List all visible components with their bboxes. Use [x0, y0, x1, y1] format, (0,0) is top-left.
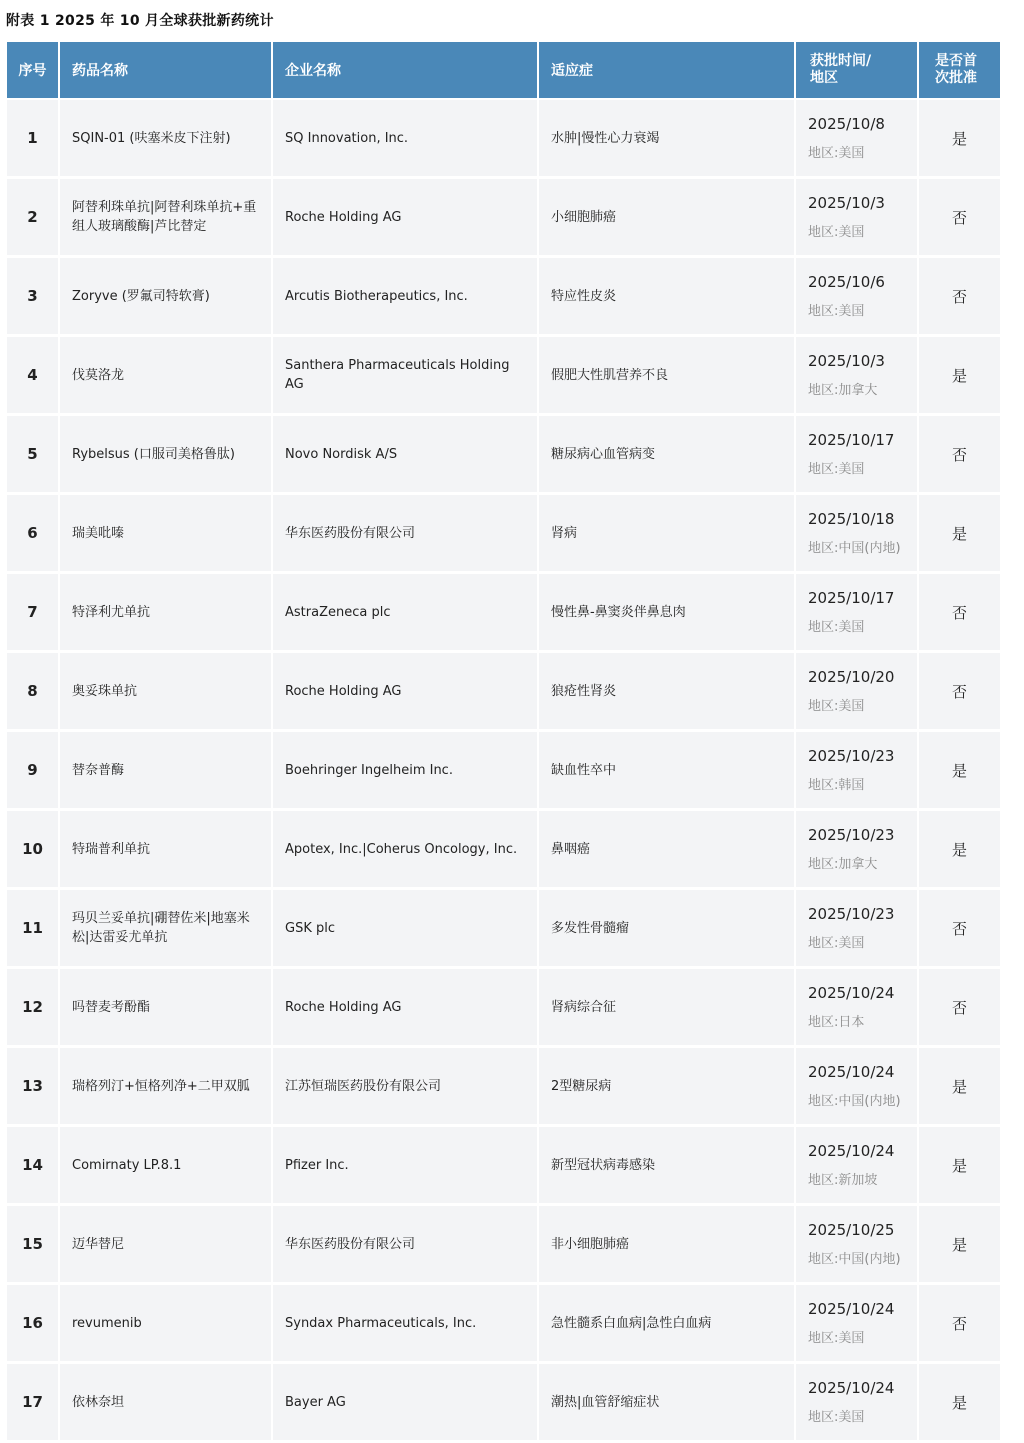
table-row	[7, 1127, 1011, 1203]
table-caption: 附表 1 2025 年 10 月全球获批新药统计	[6, 13, 274, 29]
table-row	[7, 574, 1011, 650]
first-approval-cell: 否	[919, 416, 1000, 492]
drug-name-cell	[60, 653, 271, 729]
drug-name: 瑞格列汀+恒格列净+二甲双胍	[72, 1078, 250, 1094]
approval-region: 地区:美国	[808, 1410, 865, 1425]
first-approval-cell: 是	[919, 1364, 1000, 1440]
row-number: 1	[7, 100, 58, 176]
table-row	[7, 969, 1011, 1045]
indication: 潮热|血管舒缩症状	[551, 1394, 660, 1410]
approval-date-cell	[796, 811, 917, 887]
approval-region: 地区:美国	[808, 620, 865, 635]
approval-region: 地区:日本	[808, 1015, 865, 1030]
drug-name-cell	[60, 416, 271, 492]
indication: 鼻咽癌	[551, 841, 591, 857]
drug-name: 吗替麦考酚酯	[72, 999, 151, 1015]
company-name: Boehringer Ingelheim Inc.	[285, 762, 453, 778]
table-body	[7, 100, 1011, 1440]
drug-name: 迈华替尼	[72, 1236, 125, 1252]
first-approval-cell: 否	[919, 179, 1000, 255]
header-first-line1: 是否首	[935, 53, 977, 69]
drug-name-cell	[60, 732, 271, 808]
company-name: GSK plc	[285, 920, 335, 936]
indication-cell	[539, 1048, 794, 1124]
table-row	[7, 1048, 1011, 1124]
approval-date: 2025/10/17	[808, 431, 895, 449]
first-approval-cell: 是	[919, 1048, 1000, 1124]
drug-name: 阿替利珠单抗|阿替利珠单抗+重组人玻璃酸酶|芦比替定	[72, 200, 257, 234]
drug-name: revumenib	[72, 1315, 142, 1331]
company-cell	[273, 1285, 537, 1361]
approval-date-cell	[796, 1127, 917, 1203]
drug-name: 奥妥珠单抗	[72, 683, 138, 699]
indication-cell	[539, 732, 794, 808]
approval-date: 2025/10/24	[808, 1142, 895, 1160]
row-number: 12	[7, 969, 58, 1045]
approval-date: 2025/10/20	[808, 668, 895, 686]
drug-name: 特泽利尤单抗	[72, 604, 151, 620]
company-name: Syndax Pharmaceuticals, Inc.	[285, 1315, 477, 1331]
approval-date: 2025/10/23	[808, 905, 895, 923]
indication: 狼疮性肾炎	[551, 683, 617, 699]
header-date-line1: 获批时间/	[810, 53, 872, 69]
approval-date-cell	[796, 969, 917, 1045]
company-name: Bayer AG	[285, 1394, 346, 1410]
row-number: 13	[7, 1048, 58, 1124]
company-cell	[273, 495, 537, 571]
company-cell	[273, 732, 537, 808]
first-approval-cell: 是	[919, 337, 1000, 413]
header-no: 序号	[7, 42, 58, 98]
indication-cell	[539, 574, 794, 650]
indication: 缺血性卒中	[551, 762, 617, 778]
company-name: Roche Holding AG	[285, 999, 402, 1015]
approval-date: 2025/10/6	[808, 273, 885, 291]
approval-date-cell	[796, 179, 917, 255]
indication: 糖尿病心血管病变	[551, 446, 656, 462]
table-row	[7, 179, 1011, 255]
approval-region: 地区:加拿大	[808, 383, 878, 398]
indication: 特应性皮炎	[551, 288, 617, 304]
indication-cell	[539, 416, 794, 492]
row-number: 10	[7, 811, 58, 887]
drug-name-cell	[60, 574, 271, 650]
header-company: 企业名称	[273, 42, 537, 98]
table-row	[7, 1206, 1011, 1282]
company-cell	[273, 653, 537, 729]
row-number: 17	[7, 1364, 58, 1440]
drug-name-cell	[60, 1127, 271, 1203]
indication-cell	[539, 258, 794, 334]
row-number: 5	[7, 416, 58, 492]
row-number: 11	[7, 890, 58, 966]
approval-date-cell	[796, 574, 917, 650]
first-approval-cell: 否	[919, 1285, 1000, 1361]
drug-name-cell	[60, 495, 271, 571]
drug-name: Comirnaty LP.8.1	[72, 1157, 182, 1173]
drug-name: SQIN-01 (呋塞米皮下注射)	[72, 130, 231, 146]
approval-date-cell	[796, 416, 917, 492]
table-row	[7, 1285, 1011, 1361]
approval-date: 2025/10/17	[808, 589, 895, 607]
first-approval-cell: 是	[919, 732, 1000, 808]
first-approval-cell: 是	[919, 1206, 1000, 1282]
table-row	[7, 100, 1011, 176]
indication: 水肿|慢性心力衰竭	[551, 130, 660, 146]
indication-cell	[539, 100, 794, 176]
first-approval-cell: 否	[919, 258, 1000, 334]
header-first-approval	[919, 42, 1000, 98]
indication: 肾病	[551, 525, 578, 541]
company-name: 江苏恒瑞医药股份有限公司	[285, 1078, 442, 1094]
drug-approval-table	[7, 42, 1011, 1443]
drug-name-cell	[60, 890, 271, 966]
company-name: Arcutis Biotherapeutics, Inc.	[285, 288, 468, 304]
approval-region: 地区:美国	[808, 146, 865, 161]
drug-name: Zoryve (罗氟司特软膏)	[72, 288, 210, 304]
approval-date: 2025/10/24	[808, 1379, 895, 1397]
header-date-line2: 地区	[810, 70, 838, 86]
approval-date: 2025/10/8	[808, 115, 885, 133]
header-drug-name: 药品名称	[60, 42, 271, 98]
approval-date-cell	[796, 653, 917, 729]
approval-region: 地区:美国	[808, 699, 865, 714]
approval-date: 2025/10/18	[808, 510, 895, 528]
row-number: 16	[7, 1285, 58, 1361]
first-approval-cell: 是	[919, 495, 1000, 571]
company-name: SQ Innovation, Inc.	[285, 130, 409, 146]
approval-date-cell	[796, 1048, 917, 1124]
indication-cell	[539, 1285, 794, 1361]
table-row	[7, 811, 1011, 887]
company-name: Santhera Pharmaceuticals Holding AG	[285, 358, 510, 392]
approval-date-cell	[796, 337, 917, 413]
company-name: Roche Holding AG	[285, 683, 402, 699]
header-approval-date-region	[796, 42, 917, 98]
table-row	[7, 890, 1011, 966]
indication: 小细胞肺癌	[551, 209, 617, 225]
indication-cell	[539, 811, 794, 887]
approval-date-cell	[796, 258, 917, 334]
drug-name: 特瑞普利单抗	[72, 841, 151, 857]
approval-date: 2025/10/3	[808, 352, 885, 370]
table-row	[7, 653, 1011, 729]
table-row	[7, 416, 1011, 492]
indication: 急性髓系白血病|急性白血病	[551, 1315, 712, 1331]
indication: 多发性骨髓瘤	[551, 920, 630, 936]
row-number: 2	[7, 179, 58, 255]
company-cell	[273, 811, 537, 887]
company-name: Apotex, Inc.|Coherus Oncology, Inc.	[285, 841, 518, 857]
indication-cell	[539, 969, 794, 1045]
header-indication: 适应症	[539, 42, 794, 98]
company-cell	[273, 1206, 537, 1282]
approval-region: 地区:加拿大	[808, 857, 878, 872]
indication-cell	[539, 1127, 794, 1203]
indication: 假肥大性肌营养不良	[551, 367, 669, 383]
drug-name-cell	[60, 969, 271, 1045]
approval-region: 地区:新加坡	[808, 1173, 878, 1188]
approval-region: 地区:美国	[808, 304, 865, 319]
indication-cell	[539, 337, 794, 413]
row-number: 4	[7, 337, 58, 413]
approval-date: 2025/10/24	[808, 984, 895, 1002]
drug-name: Rybelsus (口服司美格鲁肽)	[72, 446, 235, 462]
indication-cell	[539, 653, 794, 729]
company-cell	[273, 1127, 537, 1203]
company-cell	[273, 100, 537, 176]
company-cell	[273, 1364, 537, 1440]
company-name: 华东医药股份有限公司	[285, 1236, 416, 1252]
row-number: 15	[7, 1206, 58, 1282]
company-cell	[273, 258, 537, 334]
approval-region: 地区:美国	[808, 1331, 865, 1346]
drug-name-cell	[60, 1285, 271, 1361]
company-cell	[273, 890, 537, 966]
approval-region: 地区:美国	[808, 225, 865, 240]
company-cell	[273, 179, 537, 255]
approval-date: 2025/10/23	[808, 826, 895, 844]
drug-name-cell	[60, 100, 271, 176]
indication-cell	[539, 495, 794, 571]
first-approval-cell: 是	[919, 100, 1000, 176]
drug-name: 瑞美吡嗪	[72, 525, 125, 541]
indication-cell	[539, 1206, 794, 1282]
first-approval-cell: 否	[919, 969, 1000, 1045]
drug-name-cell	[60, 258, 271, 334]
company-cell	[273, 574, 537, 650]
table-row	[7, 1364, 1011, 1440]
drug-name: 玛贝兰妥单抗|硼替佐米|地塞米松|达雷妥尤单抗	[72, 911, 250, 945]
company-cell	[273, 1048, 537, 1124]
company-name: Novo Nordisk A/S	[285, 446, 398, 462]
indication: 肾病综合征	[551, 999, 617, 1015]
approval-region: 地区:韩国	[808, 778, 865, 793]
approval-date-cell	[796, 1206, 917, 1282]
company-name: 华东医药股份有限公司	[285, 525, 416, 541]
indication: 慢性鼻-鼻窦炎伴鼻息肉	[551, 604, 686, 620]
drug-name-cell	[60, 1364, 271, 1440]
drug-name-cell	[60, 1048, 271, 1124]
approval-region: 地区:中国(内地)	[808, 1252, 901, 1267]
indication: 2型糖尿病	[551, 1078, 612, 1094]
approval-date-cell	[796, 1285, 917, 1361]
approval-date-cell	[796, 1364, 917, 1440]
first-approval-cell: 否	[919, 890, 1000, 966]
indication: 非小细胞肺癌	[551, 1236, 630, 1252]
drug-name: 依林奈坦	[72, 1394, 125, 1410]
approval-date: 2025/10/25	[808, 1221, 895, 1239]
approval-date: 2025/10/23	[808, 747, 895, 765]
indication: 新型冠状病毒感染	[551, 1157, 656, 1173]
first-approval-cell: 是	[919, 1127, 1000, 1203]
header-first-line2: 次批准	[935, 70, 977, 86]
approval-date-cell	[796, 732, 917, 808]
table-header-row	[7, 42, 1011, 98]
row-number: 7	[7, 574, 58, 650]
approval-date: 2025/10/24	[808, 1063, 895, 1081]
approval-region: 地区:美国	[808, 936, 865, 951]
row-number: 3	[7, 258, 58, 334]
drug-name-cell	[60, 337, 271, 413]
indication-cell	[539, 890, 794, 966]
table-row	[7, 258, 1011, 334]
approval-region: 地区:中国(内地)	[808, 541, 901, 556]
approval-date-cell	[796, 890, 917, 966]
row-number: 9	[7, 732, 58, 808]
indication-cell	[539, 179, 794, 255]
approval-date-cell	[796, 100, 917, 176]
company-cell	[273, 969, 537, 1045]
approval-date: 2025/10/24	[808, 1300, 895, 1318]
company-cell	[273, 337, 537, 413]
first-approval-cell: 否	[919, 653, 1000, 729]
row-number: 6	[7, 495, 58, 571]
drug-name: 替奈普酶	[72, 762, 125, 778]
first-approval-cell: 否	[919, 574, 1000, 650]
table-row	[7, 495, 1011, 571]
company-cell	[273, 416, 537, 492]
table-row	[7, 732, 1011, 808]
drug-name-cell	[60, 1206, 271, 1282]
drug-name-cell	[60, 811, 271, 887]
company-name: Roche Holding AG	[285, 209, 402, 225]
drug-name: 伐莫洛龙	[72, 367, 125, 383]
company-name: Pfizer Inc.	[285, 1157, 349, 1173]
approval-date: 2025/10/3	[808, 194, 885, 212]
row-number: 14	[7, 1127, 58, 1203]
approval-region: 地区:中国(内地)	[808, 1094, 901, 1109]
approval-date-cell	[796, 495, 917, 571]
drug-name-cell	[60, 179, 271, 255]
indication-cell	[539, 1364, 794, 1440]
row-number: 8	[7, 653, 58, 729]
company-name: AstraZeneca plc	[285, 604, 391, 620]
approval-region: 地区:美国	[808, 462, 865, 477]
first-approval-cell: 是	[919, 811, 1000, 887]
table-row	[7, 337, 1011, 413]
